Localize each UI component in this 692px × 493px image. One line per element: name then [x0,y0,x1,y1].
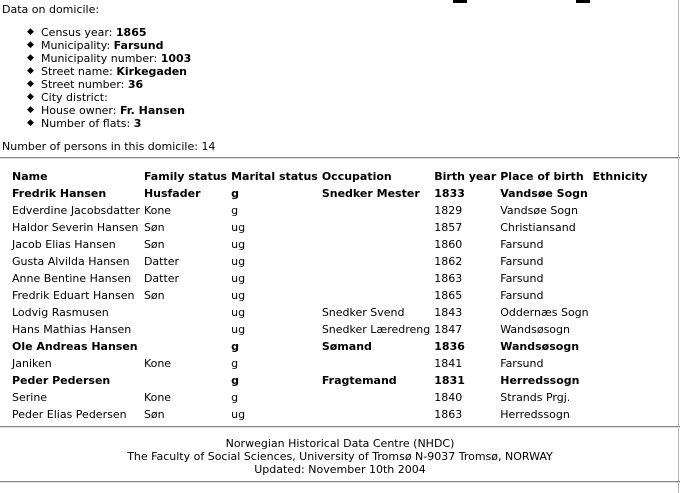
bullet-icon: ◆ [27,118,34,128]
cell-birth-year: 1862 [434,255,463,268]
table-header-row [10,168,650,185]
domicile-info-item [27,91,191,104]
divider-bottom [0,426,680,428]
cell-birth-year: 1840 [434,391,463,404]
bullet-icon: ◆ [27,27,34,37]
table-row [10,321,650,338]
cell-ethnicity [591,202,650,219]
cell-family-status: Kone [143,391,172,404]
table-row [10,389,650,406]
info-value: 3 [133,117,142,130]
info-value: 1003 [160,52,192,65]
cell-name: Fredrik Eduart Hansen [12,289,135,302]
cell-ethnicity [591,253,650,270]
info-value: Farsund [113,39,164,52]
cell-occupation: Snedker Svend [321,306,405,319]
info-label: Number of flats: [41,117,131,130]
cell-name: Anne Bentine Hansen [12,272,132,285]
table-row [10,355,650,372]
cell-ethnicity [591,372,650,389]
cell-ethnicity [591,406,650,423]
cell-marital-status: g [231,374,239,387]
cell-marital-status: g [231,187,239,200]
column-header-ethnicity: Ethnicity [592,170,648,183]
info-value: Fr. Hansen [119,104,185,117]
cell-family-status: Kone [143,204,172,217]
cell-occupation [320,270,432,287]
cell-birth-year: 1857 [434,221,463,234]
cell-occupation [320,389,432,406]
persons-count-label: Number of persons in this domicile: [2,140,198,153]
cell-birth-year: 1847 [434,323,463,336]
cell-marital-status: ug [231,408,246,421]
persons-table [10,168,650,423]
cell-family-status: Søn [143,289,165,302]
cell-birth-year: 1833 [434,187,465,200]
bullet-icon: ◆ [27,40,34,50]
domicile-info-item [27,78,191,91]
cell-ethnicity [591,389,650,406]
cell-occupation [320,355,432,372]
cell-place-of-birth: Farsund [500,238,544,251]
table-row [10,287,650,304]
footer-updated: Updated: November 10th 2004 [254,463,426,476]
domicile-info-item [27,104,191,117]
cell-name: Edverdine Jacobsdatter [12,204,140,217]
cell-marital-status: ug [231,323,246,336]
cell-birth-year: 1863 [434,408,463,421]
cell-occupation [320,253,432,270]
bullet-icon: ◆ [27,105,34,115]
cell-place-of-birth: Christiansand [500,221,576,234]
footer [0,437,680,476]
cell-family-status: Kone [143,357,172,370]
cell-name: Lodvig Rasmusen [12,306,109,319]
cell-family-status: Søn [143,238,165,251]
column-header-marital-status: Marital status [231,170,318,183]
cell-name: Jacob Elias Hansen [12,238,116,251]
info-label: Street number: [41,78,125,91]
cell-birth-year: 1865 [434,289,463,302]
table-row [10,270,650,287]
domicile-info-item [27,117,191,130]
bullet-icon: ◆ [27,92,34,102]
cell-occupation [320,287,432,304]
cell-family-status: Datter [143,272,180,285]
cell-name: Janiken [12,357,52,370]
cell-family-status: Husfader [143,187,201,200]
table-row [10,372,650,389]
cell-occupation: Snedker Mester [321,187,420,200]
cell-family-status [142,372,229,389]
cell-place-of-birth: Vandsøe Sogn [500,204,579,217]
cell-family-status [142,321,229,338]
table-row [10,406,650,423]
cell-ethnicity [591,185,650,202]
divider-footer [0,481,680,483]
cell-family-status: Søn [143,408,165,421]
cell-birth-year: 1860 [434,238,463,251]
cell-birth-year: 1836 [434,340,465,353]
table-row [10,338,650,355]
cell-marital-status: g [231,391,239,404]
cell-marital-status: ug [231,221,246,234]
cell-ethnicity [591,287,650,304]
cell-marital-status: ug [231,238,246,251]
cell-name: Gusta Alvilda Hansen [12,255,130,268]
cell-name: Fredrik Hansen [12,187,107,200]
cell-occupation: Fragtemand [321,374,397,387]
cell-marital-status: ug [231,289,246,302]
domicile-info-list [27,26,191,130]
cell-family-status [142,304,229,321]
cell-ethnicity [591,304,650,321]
info-label: Census year: [41,26,113,39]
cell-occupation: Snedker Læredreng [321,323,431,336]
cell-place-of-birth: Vandsøe Sogn [500,187,588,200]
cell-ethnicity [591,236,650,253]
cell-birth-year: 1863 [434,272,463,285]
cell-place-of-birth: Farsund [500,272,544,285]
cell-place-of-birth: Farsund [500,289,544,302]
cell-place-of-birth: Farsund [500,255,544,268]
cell-marital-status: ug [231,306,246,319]
cell-marital-status: ug [231,272,246,285]
domicile-info-item [27,65,191,78]
domicile-info-item [27,26,191,39]
cell-ethnicity [591,321,650,338]
bullet-icon: ◆ [27,79,34,89]
cell-marital-status: g [231,204,239,217]
column-header-place-of-birth: Place of birth [500,170,584,183]
cell-name: Haldor Severin Hansen [12,221,139,234]
cell-birth-year: 1843 [434,306,463,319]
cell-occupation: Sømand [321,340,372,353]
info-label: Municipality number: [41,52,158,65]
table-row [10,253,650,270]
table-row [10,304,650,321]
cell-ethnicity [591,355,650,372]
cell-name: Hans Mathias Hansen [12,323,132,336]
cell-marital-status: g [231,340,239,353]
cell-occupation [320,219,432,236]
cell-family-status: Datter [143,255,180,268]
column-header-name: Name [12,170,48,183]
cell-birth-year: 1831 [434,374,465,387]
cell-place-of-birth: Herredssogn [500,408,570,421]
cell-place-of-birth: Oddernæs Sogn [500,306,589,319]
info-label: Street name: [41,65,113,78]
cell-family-status [142,338,229,355]
cell-name: Ole Andreas Hansen [12,340,138,353]
info-label: House owner: [41,104,117,117]
cell-place-of-birth: Farsund [500,357,544,370]
column-header-family-status: Family status [143,170,228,183]
cell-ethnicity [591,270,650,287]
bullet-icon: ◆ [27,53,34,63]
table-row [10,236,650,253]
cell-family-status: Søn [143,221,165,234]
persons-count-value: 14 [201,140,216,153]
column-header-occupation: Occupation [321,170,392,183]
top-edge-mark-left [453,0,467,3]
window-right-edge [678,0,679,493]
divider-top [0,157,680,159]
cell-marital-status: g [231,357,239,370]
table-row [10,185,650,202]
info-value: 1865 [115,26,147,39]
footer-organisation: Norwegian Historical Data Centre (NHDC) [225,437,455,450]
cell-occupation [320,236,432,253]
domicile-info-item [27,39,191,52]
cell-occupation [320,406,432,423]
cell-place-of-birth: Strands Prgj. [500,391,571,404]
cell-name: Serine [12,391,48,404]
cell-ethnicity [591,338,650,355]
cell-marital-status: ug [231,255,246,268]
info-value: 36 [127,78,144,91]
cell-place-of-birth: Wandsøsogn [500,323,570,336]
table-row [10,219,650,236]
cell-birth-year: 1829 [434,204,463,217]
info-label: Municipality: [41,39,111,52]
cell-ethnicity [591,219,650,236]
bullet-icon: ◆ [27,66,34,76]
cell-name: Peder Elias Pedersen [12,408,127,421]
persons-count-line [2,140,215,153]
footer-address: The Faculty of Social Sciences, University of Tromsø N-9037 Tromsø, NORWAY [127,450,553,463]
info-label: City district: [41,91,108,104]
table-row [10,202,650,219]
domicile-info-item [27,52,191,65]
info-value: Kirkegaden [116,65,187,78]
cell-occupation [320,202,432,219]
cell-birth-year: 1841 [434,357,463,370]
top-edge-mark-right [576,0,590,3]
cell-place-of-birth: Herredssogn [500,374,580,387]
cell-name: Peder Pedersen [12,374,111,387]
cell-place-of-birth: Wandsøsogn [500,340,580,353]
column-header-birth-year: Birth year [434,170,497,183]
domicile-section-title: Data on domicile: [2,3,100,16]
